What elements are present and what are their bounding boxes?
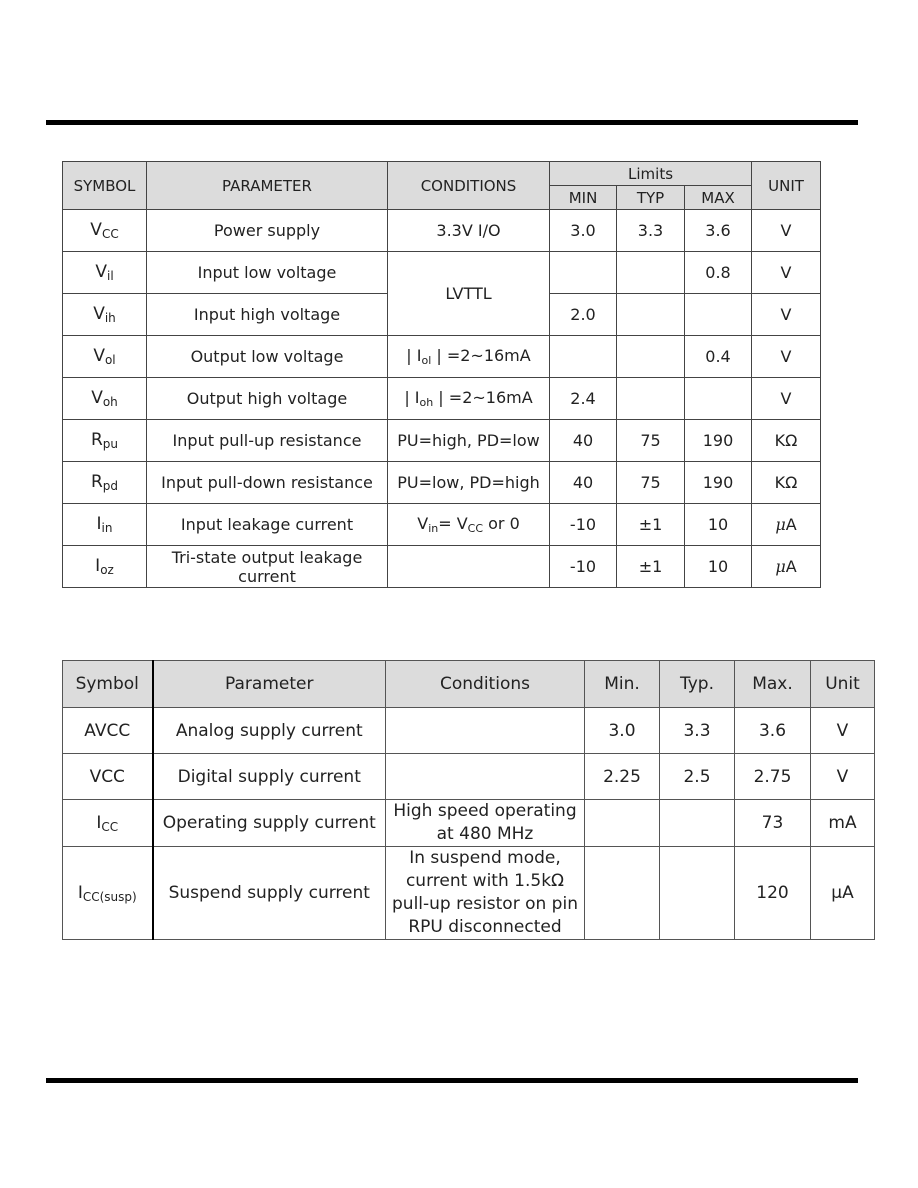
symbol-cell: $V_{CC}$ [63,210,147,252]
symbol-cell: $R_{pd}$ [63,462,147,504]
header-typ: Typ. [660,661,735,708]
typ-cell [660,800,735,847]
symbol-cell: $I_{in}$ [63,504,147,546]
dc-characteristics-table [62,161,821,588]
conditions-cell: PU=high, PD=low [388,420,550,462]
conditions-cell: In suspend mode, current with 1.5kΩ pull-up resistor on pin RPU disconnected [386,847,585,940]
parameter-cell: Input pull-up resistance [147,420,388,462]
parameter-cell: Analog supply current [153,708,386,754]
parameter-cell: Tri-state output leakage current [147,546,388,588]
symbol-cell: $V_{ol}$ [63,336,147,378]
symbol-cell: $I_{CC(susp)}$ [63,847,153,940]
unit-cell: KΩ [752,420,821,462]
max-cell: 3.6 [735,708,811,754]
max-cell: 190 [685,420,752,462]
max-cell: 10 [685,546,752,588]
min-cell: 40 [550,462,617,504]
conditions-cell: | $I_{oh}$ | =2~16mA [388,378,550,420]
top-rule [46,120,858,125]
max-cell: 120 [735,847,811,940]
header-min: MIN [550,186,617,210]
header-typ: TYP [617,186,685,210]
typ-cell: 75 [617,420,685,462]
table-row [63,504,821,546]
parameter-cell: Suspend supply current [153,847,386,940]
unit-cell: V [752,336,821,378]
table-row [63,754,875,800]
max-cell: 3.6 [685,210,752,252]
min-cell [550,252,617,294]
min-cell: 2.25 [585,754,660,800]
max-cell: 10 [685,504,752,546]
header-conditions: CONDITIONS [388,162,550,210]
table-row [63,847,875,940]
parameter-cell: Input pull-down resistance [147,462,388,504]
header-symbol: SYMBOL [63,162,147,210]
table-row [63,420,821,462]
header-symbol: Symbol [63,661,153,708]
typ-cell: 2.5 [660,754,735,800]
bottom-rule [46,1078,858,1083]
min-cell [585,847,660,940]
conditions-cell: | $I_{ol}$ | =2~16mA [388,336,550,378]
conditions-cell: 3.3V I/O [388,210,550,252]
header-max: MAX [685,186,752,210]
conditions-cell: $V_{in}= V_{CC}$ or 0 [388,504,550,546]
unit-cell: V [811,708,875,754]
unit-cell: V [752,252,821,294]
unit-cell: mA [811,800,875,847]
header-parameter: PARAMETER [147,162,388,210]
min-cell: 2.4 [550,378,617,420]
supply-current-table [62,660,875,940]
typ-cell: 3.3 [660,708,735,754]
table-row [63,708,875,754]
parameter-cell: Power supply [147,210,388,252]
unit-cell: μA [752,546,821,588]
unit-cell: μA [752,504,821,546]
typ-cell [617,336,685,378]
conditions-cell: LVTTL [388,252,550,336]
header-max: Max. [735,661,811,708]
typ-cell: 3.3 [617,210,685,252]
max-cell: 0.8 [685,252,752,294]
unit-cell: V [811,754,875,800]
unit-cell: V [752,294,821,336]
min-cell [585,800,660,847]
conditions-cell: High speed operating at 480 MHz [386,800,585,847]
symbol-cell: $V_{oh}$ [63,378,147,420]
unit-cell: KΩ [752,462,821,504]
max-cell: 0.4 [685,336,752,378]
min-cell: 2.0 [550,294,617,336]
typ-cell: ±1 [617,504,685,546]
unit-cell: V [752,378,821,420]
symbol-cell: $I_{CC}$ [63,800,153,847]
max-cell: 2.75 [735,754,811,800]
symbol-cell: VCC [63,754,153,800]
min-cell: 3.0 [550,210,617,252]
header-unit: UNIT [752,162,821,210]
min-cell: -10 [550,504,617,546]
parameter-cell: Operating supply current [153,800,386,847]
header-unit: Unit [811,661,875,708]
unit-cell: µA [811,847,875,940]
table-row [63,462,821,504]
unit-cell: V [752,210,821,252]
table-row [63,800,875,847]
table-row [63,378,821,420]
conditions-cell: PU=low, PD=high [388,462,550,504]
min-cell [550,336,617,378]
parameter-cell: Output low voltage [147,336,388,378]
parameter-cell: Digital supply current [153,754,386,800]
max-cell [685,294,752,336]
symbol-cell: $R_{pu}$ [63,420,147,462]
conditions-cell [386,708,585,754]
max-cell [685,378,752,420]
conditions-cell [388,546,550,588]
parameter-cell: Input leakage current [147,504,388,546]
header-conditions: Conditions [386,661,585,708]
min-cell: 40 [550,420,617,462]
table-row [63,336,821,378]
symbol-cell: $V_{ih}$ [63,294,147,336]
typ-cell: 75 [617,462,685,504]
header-limits: Limits [550,162,752,186]
symbol-cell: $V_{il}$ [63,252,147,294]
header-min: Min. [585,661,660,708]
parameter-cell: Output high voltage [147,378,388,420]
typ-cell [617,252,685,294]
table-row [63,546,821,588]
table-row [63,252,821,294]
typ-cell [660,847,735,940]
typ-cell [617,294,685,336]
conditions-cell [386,754,585,800]
max-cell: 190 [685,462,752,504]
typ-cell [617,378,685,420]
max-cell: 73 [735,800,811,847]
table-row [63,210,821,252]
min-cell: -10 [550,546,617,588]
min-cell: 3.0 [585,708,660,754]
parameter-cell: Input high voltage [147,294,388,336]
typ-cell: ±1 [617,546,685,588]
parameter-cell: Input low voltage [147,252,388,294]
symbol-cell: $I_{oz}$ [63,546,147,588]
symbol-cell: AVCC [63,708,153,754]
header-parameter: Parameter [153,661,386,708]
